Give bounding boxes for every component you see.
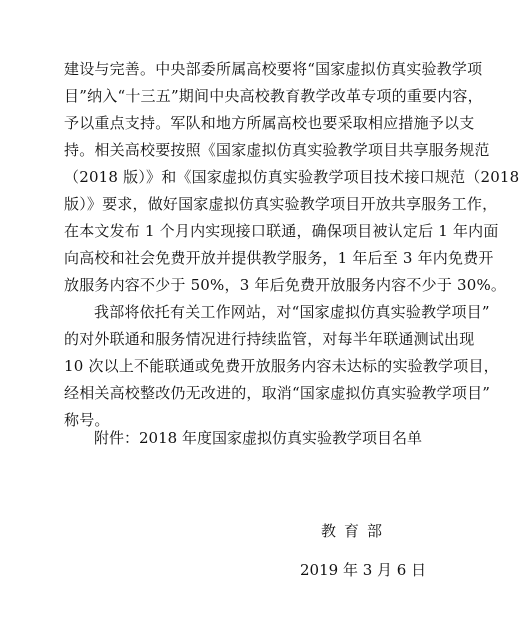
paragraph-line: 放服务内容不少于 50%，3 年后免费开放服务内容不少于 30%。	[64, 276, 507, 294]
paragraph-line: 目”纳入“十三五”期间中央高校教育教学改革专项的重要内容，	[64, 87, 483, 105]
issuer-signature: 教育部	[321, 522, 391, 540]
paragraph-line: 建设与完善。中央部委所属高校要将“国家虚拟仿真实验教学项	[64, 60, 483, 78]
paragraph-line: （2018 版）》和《国家虚拟仿真实验教学项目技术接口规范（2018	[64, 168, 520, 186]
paragraph-line: 予以重点支持。军队和地方所属高校也要采取相应措施予以支	[64, 114, 475, 132]
paragraph-line: 在本文发布 1 个月内实现接口联通，确保项目被认定后 1 年内面	[64, 222, 499, 240]
paragraph-line: 持。相关高校要按照《国家虚拟仿真实验教学项目共享服务规范	[64, 141, 490, 159]
paragraph-line: 向高校和社会免费开放并提供教学服务，1 年后至 3 年内免费开	[64, 249, 494, 267]
paragraph-line: 10 次以上不能联通或免费开放服务内容未达标的实验教学项目，	[64, 357, 499, 375]
paragraph-line: 的对外联通和服务情况进行持续监管，对每半年联通测试出现	[64, 330, 475, 348]
paragraph-line: 经相关高校整改仍无改进的，取消“国家虚拟仿真实验教学项目”	[64, 384, 491, 402]
issue-date: 2019 年 3 月 6 日	[300, 561, 427, 579]
paragraph-line: 称号。	[64, 411, 110, 429]
paragraph-line: 我部将依托有关工作网站，对“国家虚拟仿真实验教学项目”	[94, 303, 490, 321]
attachment-line: 附件：2018 年度国家虚拟仿真实验教学项目名单	[94, 429, 422, 447]
paragraph-line: 版）》要求，做好国家虚拟仿真实验教学项目开放共享服务工作，	[64, 195, 498, 213]
